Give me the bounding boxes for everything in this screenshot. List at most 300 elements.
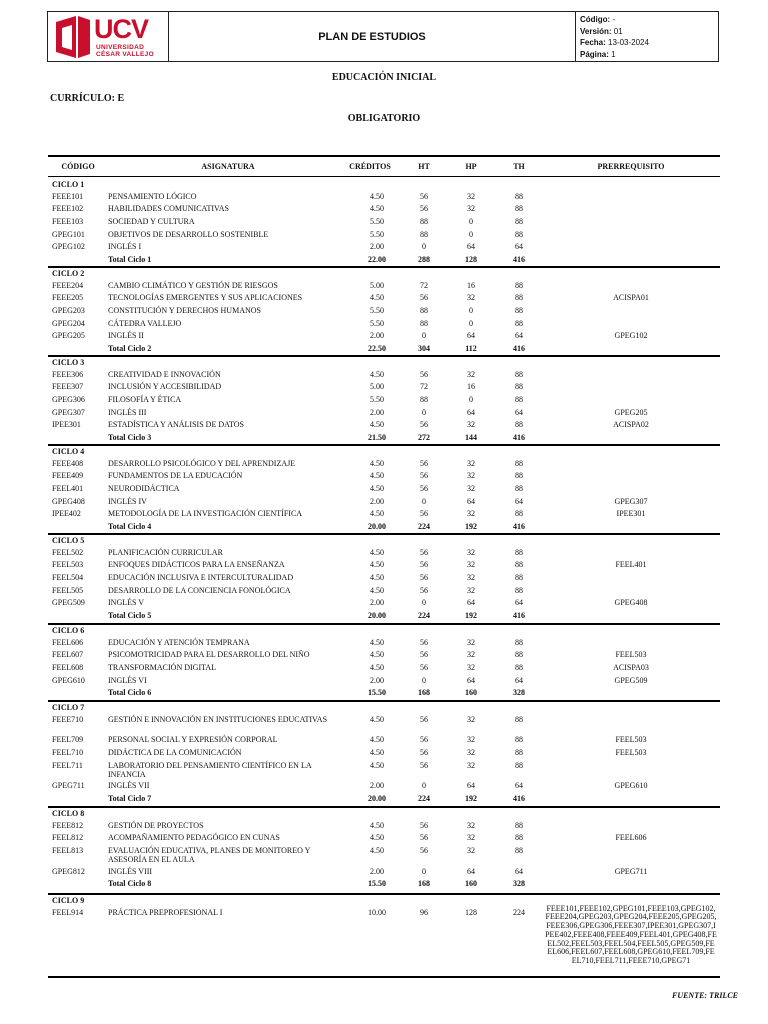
course-hp: 64 (467, 781, 475, 791)
cycle-total-label: Total Ciclo 2 (108, 344, 152, 353)
curriculum-label: CURRÍCULO: E (50, 93, 125, 104)
course-th: 224 (513, 907, 525, 917)
course-name: TRANSFORMACIÓN DIGITAL (108, 662, 217, 672)
course-th: 88 (515, 293, 523, 303)
cycle-total-ht: 288 (418, 255, 430, 264)
course-hp: 64 (467, 407, 475, 417)
course-ht: 56 (420, 760, 428, 770)
meta-value: 01 (611, 26, 623, 36)
course-credits: 2.00 (370, 866, 384, 876)
course-ht: 56 (420, 547, 428, 557)
course-th: 64 (515, 781, 523, 791)
course-credits: 4.50 (370, 471, 384, 481)
course-credits: 5.50 (370, 229, 384, 239)
course-hp: 0 (469, 318, 473, 328)
course-code: FEEL812 (52, 833, 84, 843)
cycle-separator (48, 266, 720, 268)
course-code: FEEE408 (52, 458, 84, 468)
course-name: PRÁCTICA PREPROFESIONAL I (108, 907, 223, 917)
course-credits: 4.50 (370, 833, 384, 843)
cycle-total-th: 328 (513, 688, 525, 698)
course-code: FEEL711 (52, 760, 83, 770)
course-code: GPEG307 (52, 407, 85, 417)
col-header-prerequisite: PRERREQUISITO (597, 162, 665, 171)
meta-value: - (610, 15, 616, 24)
course-credits: 4.50 (370, 420, 384, 430)
course-th: 88 (515, 204, 523, 214)
course-th: 88 (515, 845, 523, 855)
cycle-total-ht: 224 (418, 522, 430, 531)
course-credits: 2.00 (370, 781, 384, 791)
cycle-separator (48, 623, 720, 625)
cycle-total-hp: 160 (465, 879, 477, 889)
course-credits: 2.00 (370, 496, 384, 506)
course-prerequisite: FEEL606 (615, 833, 647, 843)
course-ht: 56 (420, 747, 428, 757)
course-ht: 88 (420, 318, 428, 328)
cycle-total-ht: 224 (418, 794, 430, 803)
course-hp: 32 (467, 845, 475, 855)
course-prerequisite: GPEG205 (614, 407, 648, 417)
logo-text: UCV (94, 14, 149, 44)
course-code: GPEG205 (52, 331, 85, 341)
course-code: FEEE102 (52, 204, 84, 214)
cycle-total-hp: 192 (465, 794, 477, 803)
course-code: GPEG204 (52, 318, 85, 328)
meta-label: Fecha: (580, 38, 606, 47)
course-ht: 56 (420, 509, 428, 519)
course-th: 88 (515, 572, 523, 582)
course-code: FEEE101 (52, 191, 84, 201)
course-name: NEURODIDÁCTICA (108, 483, 180, 493)
course-credits: 4.50 (370, 650, 384, 660)
course-th: 88 (515, 760, 523, 770)
course-ht: 56 (420, 369, 428, 379)
course-prerequisite: ACISPA01 (613, 293, 649, 303)
course-name: SOCIEDAD Y CULTURA (108, 216, 195, 226)
course-credits: 4.50 (370, 191, 384, 201)
course-hp: 32 (467, 585, 475, 595)
course-credits: 4.50 (370, 820, 384, 830)
cycle-total-credits: 15.50 (368, 688, 386, 698)
cycle-total-credits: 22.50 (368, 344, 386, 353)
course-ht: 56 (420, 458, 428, 468)
course-name: PENSAMIENTO LÓGICO (108, 191, 197, 201)
cycle-separator (48, 533, 720, 535)
ucv-emblem-icon (54, 16, 92, 58)
course-hp: 0 (469, 394, 473, 404)
course-credits: 4.50 (370, 714, 384, 724)
course-ht: 72 (420, 382, 428, 392)
cycle-label: CICLO 4 (52, 447, 85, 456)
cycle-total-label: Total Ciclo 1 (108, 255, 152, 264)
course-credits: 5.50 (370, 318, 384, 328)
course-name: INCLUSIÓN Y ACCESIBILIDAD (108, 382, 222, 392)
course-ht: 88 (420, 216, 428, 226)
meta-value: 13-03-2024 (605, 38, 649, 47)
course-code: FEEE103 (52, 216, 84, 226)
meta-value: 1 (608, 49, 616, 59)
course-credits: 4.50 (370, 760, 384, 770)
course-th: 88 (515, 662, 523, 672)
course-hp: 32 (467, 714, 475, 724)
course-prerequisite: FEEE101,FEEE102,GPEG101,FEEE103,GPEG102,FEEE204,GPEG203,GPEG204,FEEE205,GPEG205,FEEE306,GPEG306,FEEE307,IPEE301,GPEG307,IPEE402,FEEE408,FEEE409,FEEL401,GPEG408,FEEL502,FEEL503,FEEL504,FEEL505,GPEG509,FEEL606,FEEL607,FEEL608,GPEG610,FEEL709,FEEL710,FEEL711,FEEE710,GPEG71 (545, 903, 717, 966)
course-name: ACOMPAÑAMIENTO PEDAGÓGICO EN CUNAS (108, 833, 280, 843)
course-name: LABORATORIO DEL PENSAMIENTO CIENTÍFICO EN LA INFANCIA (108, 760, 312, 779)
document-title: PLAN DE ESTUDIOS (318, 30, 426, 43)
course-name: PSICOMOTRICIDAD PARA EL DESARROLLO DEL NIÑO (108, 650, 310, 660)
course-name: EDUCACIÓN INCLUSIVA E INTERCULTURALIDAD (108, 572, 294, 582)
course-ht: 96 (420, 907, 428, 917)
course-code: FEEL914 (52, 907, 84, 917)
cycle-total-ht: 272 (418, 433, 430, 442)
course-th: 64 (515, 242, 523, 252)
cycle-total-th: 416 (513, 433, 525, 442)
course-hp: 32 (467, 833, 475, 843)
course-ht: 56 (420, 714, 428, 724)
course-name: ESTADÍSTICA Y ANÁLISIS DE DATOS (108, 420, 244, 430)
course-th: 88 (515, 191, 523, 201)
meta-label: Página: (580, 49, 609, 59)
course-code: FEEE409 (52, 471, 84, 481)
table-header-rule (48, 176, 720, 177)
cycle-separator (48, 700, 720, 702)
course-code: GPEG203 (52, 305, 85, 315)
course-code: FEEE204 (52, 280, 84, 290)
course-th: 88 (515, 280, 523, 290)
course-code: FEEL606 (52, 637, 84, 647)
course-prerequisite: GPEG610 (614, 781, 648, 791)
document-header (47, 11, 719, 62)
course-ht: 56 (420, 204, 428, 214)
cycle-total-ht: 168 (418, 688, 430, 698)
cycle-total-label: Total Ciclo 5 (108, 611, 152, 620)
cycle-total-hp: 144 (465, 433, 477, 442)
course-name: OBJETIVOS DE DESARROLLO SOSTENIBLE (108, 229, 269, 239)
cycle-total-credits: 21.50 (368, 433, 386, 442)
course-credits: 4.50 (370, 509, 384, 519)
course-name: EDUCACIÓN Y ATENCIÓN TEMPRANA (108, 637, 250, 647)
course-credits: 4.50 (370, 204, 384, 214)
course-th: 88 (515, 509, 523, 519)
course-code: FEEL504 (52, 572, 84, 582)
course-credits: 5.00 (370, 382, 384, 392)
course-th: 88 (515, 820, 523, 830)
course-hp: 64 (467, 866, 475, 876)
logo (48, 12, 169, 61)
course-credits: 2.00 (370, 331, 384, 341)
course-prerequisite: FEEL503 (615, 747, 647, 757)
course-hp: 32 (467, 560, 475, 570)
course-credits: 4.50 (370, 547, 384, 557)
meta-line (580, 49, 718, 61)
course-hp: 32 (467, 509, 475, 519)
course-ht: 88 (420, 305, 428, 315)
course-code: IPEE402 (52, 509, 81, 519)
course-hp: 64 (467, 331, 475, 341)
cycle-label: CICLO 9 (52, 896, 85, 905)
course-ht: 88 (420, 229, 428, 239)
course-prerequisite: GPEG102 (614, 331, 648, 341)
col-header-code: CÓDIGO (61, 162, 95, 171)
cycle-total-hp: 128 (465, 255, 477, 264)
course-credits: 4.50 (370, 585, 384, 595)
course-hp: 32 (467, 191, 475, 201)
section-title: OBLIGATORIO (347, 113, 421, 124)
course-credits: 5.50 (370, 305, 384, 315)
course-credits: 2.00 (370, 242, 384, 252)
cycle-total-label: Total Ciclo 8 (108, 879, 152, 889)
course-ht: 56 (420, 637, 428, 647)
course-hp: 64 (467, 675, 475, 685)
course-prerequisite: GPEG408 (614, 598, 648, 608)
course-th: 64 (515, 496, 523, 506)
course-name: CAMBIO CLIMÁTICO Y GESTIÓN DE RIESGOS (108, 280, 278, 290)
course-ht: 0 (422, 866, 426, 876)
course-th: 88 (515, 216, 523, 226)
cycle-total-hp: 192 (465, 611, 477, 620)
cycle-total-credits: 20.00 (368, 794, 386, 803)
course-prerequisite: FEEL503 (615, 650, 647, 660)
table-top-rule (48, 155, 720, 157)
course-credits: 2.00 (370, 407, 384, 417)
program-title: EDUCACIÓN INICIAL (331, 72, 437, 83)
course-name: FILOSOFÍA Y ÉTICA (108, 394, 182, 404)
course-hp: 32 (467, 420, 475, 430)
cycle-total-label: Total Ciclo 6 (108, 688, 152, 698)
course-credits: 4.50 (370, 662, 384, 672)
cycle-total-th: 416 (513, 794, 525, 803)
course-ht: 56 (420, 650, 428, 660)
cycle-label: CICLO 2 (52, 269, 85, 278)
course-credits: 4.50 (370, 483, 384, 493)
course-code: FEEL608 (52, 662, 84, 672)
course-hp: 16 (467, 280, 475, 290)
course-credits: 5.50 (370, 216, 384, 226)
course-name: CREATIVIDAD E INNOVACIÓN (108, 369, 221, 379)
course-hp: 32 (467, 572, 475, 582)
logo-subtitle-1: UNIVERSIDAD (96, 44, 145, 51)
course-hp: 128 (465, 907, 477, 917)
course-ht: 0 (422, 496, 426, 506)
course-th: 88 (515, 305, 523, 315)
course-th: 88 (515, 394, 523, 404)
course-th: 88 (515, 458, 523, 468)
cycle-total-credits: 20.00 (368, 611, 386, 620)
course-ht: 0 (422, 242, 426, 252)
course-credits: 2.00 (370, 675, 384, 685)
course-th: 64 (515, 407, 523, 417)
course-hp: 32 (467, 471, 475, 481)
course-ht: 0 (422, 331, 426, 341)
course-th: 88 (515, 714, 523, 724)
course-credits: 4.50 (370, 747, 384, 757)
course-name: INGLÉS I (108, 242, 142, 252)
col-header-ht: HT (418, 162, 430, 171)
course-ht: 56 (420, 662, 428, 672)
course-ht: 56 (420, 560, 428, 570)
table-bottom-rule (48, 976, 720, 978)
course-th: 88 (515, 471, 523, 481)
col-header-subject: ASIGNATURA (201, 162, 255, 171)
course-prerequisite: FEEL401 (615, 560, 647, 570)
course-th: 64 (515, 866, 523, 876)
course-hp: 32 (467, 662, 475, 672)
course-ht: 72 (420, 280, 428, 290)
course-hp: 32 (467, 547, 475, 557)
document-meta (575, 12, 718, 61)
course-th: 64 (515, 675, 523, 685)
cycle-total-hp: 192 (465, 522, 477, 531)
course-hp: 32 (467, 637, 475, 647)
course-ht: 0 (422, 781, 426, 791)
course-ht: 56 (420, 191, 428, 201)
course-name: INGLÉS III (108, 407, 147, 417)
cycle-separator (48, 444, 720, 446)
course-th: 88 (515, 833, 523, 843)
course-prerequisite: GPEG307 (614, 496, 648, 506)
course-credits: 4.50 (370, 293, 384, 303)
course-th: 88 (515, 650, 523, 660)
course-credits: 4.50 (370, 845, 384, 855)
cycle-total-label: Total Ciclo 7 (108, 794, 152, 803)
course-hp: 32 (467, 735, 475, 745)
course-code: GPEG711 (52, 781, 85, 791)
course-credits: 10.00 (368, 907, 386, 917)
course-code: GPEG306 (52, 394, 85, 404)
course-code: FEEL709 (52, 735, 84, 745)
cycle-total-label: Total Ciclo 3 (108, 433, 152, 442)
cycle-total-credits: 22.00 (368, 255, 386, 264)
course-name: METODOLOGÍA DE LA INVESTIGACIÓN CIENTÍFICA (108, 509, 303, 519)
source-note: FUENTE: TRILCE (671, 991, 738, 1000)
course-credits: 4.50 (370, 637, 384, 647)
course-ht: 0 (422, 598, 426, 608)
course-code: GPEG102 (52, 242, 85, 252)
course-code: GPEG408 (52, 496, 85, 506)
course-ht: 56 (420, 572, 428, 582)
cycle-total-hp: 160 (465, 688, 477, 698)
course-name: INGLÉS VI (108, 675, 147, 685)
course-hp: 32 (467, 820, 475, 830)
course-name: HABILIDADES COMUNICATIVAS (108, 204, 229, 214)
course-ht: 56 (420, 483, 428, 493)
course-th: 88 (515, 318, 523, 328)
cycle-total-credits: 20.00 (368, 522, 386, 531)
course-ht: 0 (422, 407, 426, 417)
course-ht: 56 (420, 293, 428, 303)
course-hp: 32 (467, 293, 475, 303)
course-hp: 32 (467, 650, 475, 660)
course-code: FEEL710 (52, 747, 84, 757)
course-th: 88 (515, 483, 523, 493)
cycle-separator (48, 355, 720, 357)
course-hp: 64 (467, 242, 475, 252)
cycle-label: CICLO 1 (52, 180, 85, 189)
course-credits: 4.50 (370, 735, 384, 745)
course-hp: 0 (469, 216, 473, 226)
course-hp: 64 (467, 496, 475, 506)
course-prerequisite: GPEG711 (614, 866, 648, 876)
course-name: TECNOLOGÍAS EMERGENTES Y SUS APLICACIONES (108, 293, 303, 303)
course-ht: 56 (420, 585, 428, 595)
course-name: INGLÉS VII (108, 781, 150, 791)
course-name: PERSONAL SOCIAL Y EXPRESIÓN CORPORAL (108, 735, 278, 745)
cycle-label: CICLO 5 (52, 536, 85, 545)
course-ht: 56 (420, 845, 428, 855)
logo-subtitle-2: CÉSAR VALLEJO (96, 51, 154, 58)
course-name: ENFOQUES DIDÁCTICOS PARA LA ENSEÑANZA (108, 560, 285, 570)
course-credits: 5.00 (370, 280, 384, 290)
cycle-total-th: 416 (513, 611, 525, 620)
cycle-total-credits: 15.50 (368, 879, 386, 889)
course-name: INGLÉS IV (108, 496, 147, 506)
course-ht: 56 (420, 471, 428, 481)
course-code: GPEG101 (52, 229, 85, 239)
meta-line (580, 14, 718, 26)
course-th: 88 (515, 637, 523, 647)
course-th: 88 (515, 747, 523, 757)
course-hp: 32 (467, 369, 475, 379)
meta-line (580, 37, 718, 49)
cycle-total-th: 328 (513, 879, 525, 889)
course-hp: 64 (467, 598, 475, 608)
course-th: 88 (515, 547, 523, 557)
course-name: CONSTITUCIÓN Y DERECHOS HUMANOS (108, 305, 261, 315)
course-code: FEEL502 (52, 547, 84, 557)
course-name: DESARROLLO PSICOLÓGICO Y DEL APRENDIZAJE (108, 458, 296, 468)
course-ht: 56 (420, 833, 428, 843)
cycle-label: CICLO 7 (52, 703, 85, 712)
course-credits: 4.50 (370, 572, 384, 582)
course-code: FEEL607 (52, 650, 84, 660)
course-name: DESARROLLO DE LA CONCIENCIA FONOLÓGICA (108, 585, 291, 595)
course-code: FEEE812 (52, 820, 84, 830)
course-th: 88 (515, 369, 523, 379)
course-code: FEEE307 (52, 382, 84, 392)
cycle-total-ht: 168 (418, 879, 430, 889)
course-prerequisite: IPEE301 (616, 509, 646, 519)
course-ht: 56 (420, 735, 428, 745)
course-hp: 0 (469, 229, 473, 239)
course-code: FEEE306 (52, 369, 84, 379)
course-prerequisite: ACISPA02 (613, 420, 649, 430)
course-hp: 32 (467, 458, 475, 468)
course-prerequisite: ACISPA03 (613, 662, 649, 672)
cycle-label: CICLO 6 (52, 626, 85, 635)
course-th: 88 (515, 229, 523, 239)
col-header-hp: HP (465, 162, 477, 171)
course-th: 88 (515, 382, 523, 392)
course-th: 88 (515, 420, 523, 430)
cycle-total-th: 416 (513, 522, 525, 531)
course-credits: 4.50 (370, 369, 384, 379)
course-ht: 0 (422, 675, 426, 685)
course-hp: 32 (467, 483, 475, 493)
course-th: 88 (515, 560, 523, 570)
course-credits: 4.50 (370, 458, 384, 468)
cycle-label: CICLO 3 (52, 358, 85, 367)
cycle-total-hp: 112 (465, 344, 477, 353)
meta-label: Código: (580, 15, 611, 24)
cycle-total-th: 416 (513, 344, 525, 353)
course-th: 88 (515, 585, 523, 595)
cycle-separator (48, 893, 720, 895)
cycle-total-ht: 224 (418, 611, 430, 620)
course-ht: 56 (420, 820, 428, 830)
cycle-total-ht: 304 (418, 344, 430, 353)
course-name: GESTIÓN DE PROYECTOS (108, 820, 204, 830)
